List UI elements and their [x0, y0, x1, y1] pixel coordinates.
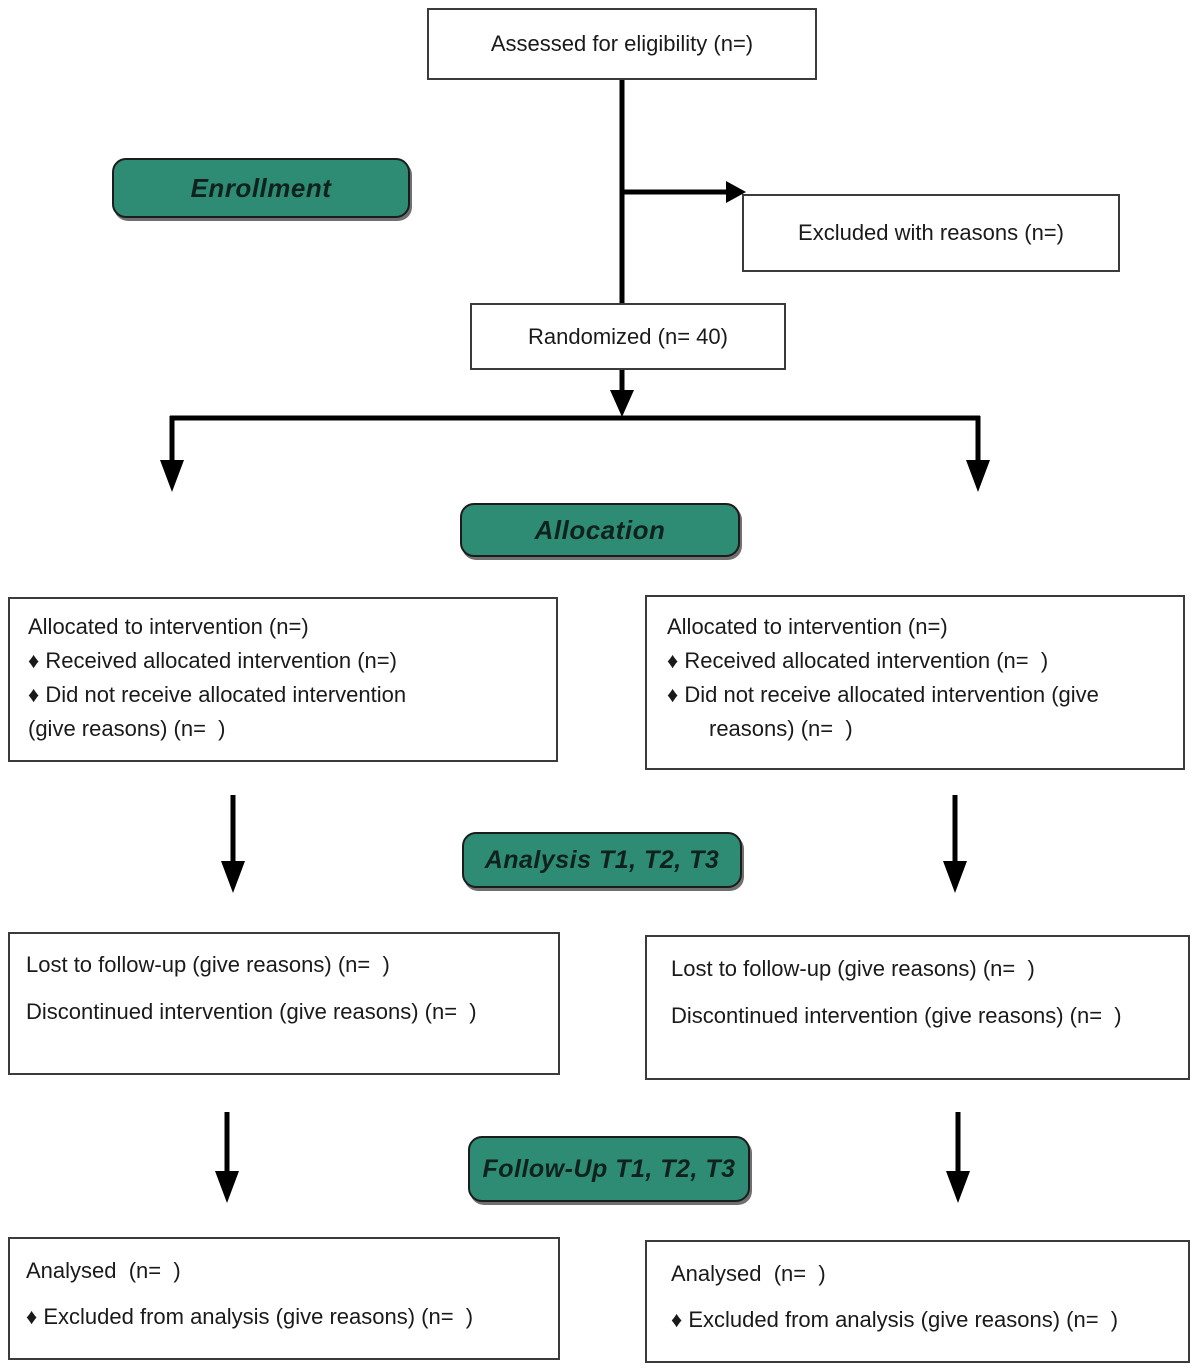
allocated-right-line: reasons) (n= ) [709, 715, 853, 741]
lost-followup-left-box [8, 932, 560, 1075]
excluded-box [742, 194, 1120, 272]
lost-followup-left-line: Lost to follow-up (give reasons) (n= ) [26, 952, 390, 977]
analysed-right-box [645, 1240, 1190, 1363]
stage-allocation [460, 503, 740, 557]
randomized-box [470, 303, 786, 370]
split-left-arrowhead-icon [160, 460, 184, 492]
stage-followup [468, 1136, 750, 1202]
allocated-left-line: (give reasons) (n= ) [28, 715, 226, 741]
allocated-left-line: ♦ Received allocated intervention (n=) [28, 647, 397, 673]
lost-right-arrowhead-icon [946, 1171, 970, 1203]
allocated-right-box [645, 595, 1185, 770]
allocated-left-line: Allocated to intervention (n=) [28, 614, 309, 639]
allocated-right-line: ♦ Did not receive allocated intervention (give [667, 681, 1099, 707]
excluded-label: Excluded with reasons (n=) [798, 220, 1064, 246]
stage-enrollment-label: Enrollment [190, 172, 332, 203]
analysed-left-box [8, 1237, 560, 1360]
allocated-right-line: Allocated to intervention (n=) [667, 614, 948, 639]
stage-analysis-label: Analysis T1, T2, T3 [484, 845, 720, 874]
analysed-right-line: ♦ Excluded from analysis (give reasons) (n= ) [671, 1306, 1119, 1332]
analysed-right-line: Analysed (n= ) [671, 1261, 826, 1286]
stage-allocation-label: Allocation [534, 514, 666, 545]
allocated-left-line: ♦ Did not receive allocated intervention [28, 681, 407, 707]
lost-left-arrowhead-icon [215, 1171, 239, 1203]
randomized-label: Randomized (n= 40) [528, 323, 728, 349]
analysed-left-line: ♦ Excluded from analysis (give reasons) (n= ) [26, 1303, 474, 1329]
split-right-arrowhead-icon [966, 460, 990, 492]
lost-followup-right-line: Lost to follow-up (give reasons) (n= ) [671, 956, 1035, 981]
lost-followup-right-line: Discontinued intervention (give reasons) (n= ) [671, 1002, 1122, 1028]
split-junction-arrowhead-icon [610, 390, 634, 417]
stage-enrollment [112, 158, 410, 218]
allocated-left-box [8, 597, 558, 762]
assessed-eligibility-label: Assessed for eligibility (n=) [490, 31, 754, 57]
analysed-left-line: Analysed (n= ) [26, 1258, 181, 1283]
stage-analysis [462, 832, 742, 888]
alloc-right-arrowhead-icon [943, 861, 967, 893]
alloc-left-arrowhead-icon [221, 861, 245, 893]
stage-followup-label: Follow-Up T1, T2, T3 [482, 1154, 736, 1183]
lost-followup-left-line: Discontinued intervention (give reasons) (n= ) [26, 998, 477, 1024]
lost-followup-right-box [645, 935, 1190, 1080]
allocated-right-line: ♦ Received allocated intervention (n= ) [667, 647, 1049, 673]
assessed-eligibility-box [427, 8, 817, 80]
